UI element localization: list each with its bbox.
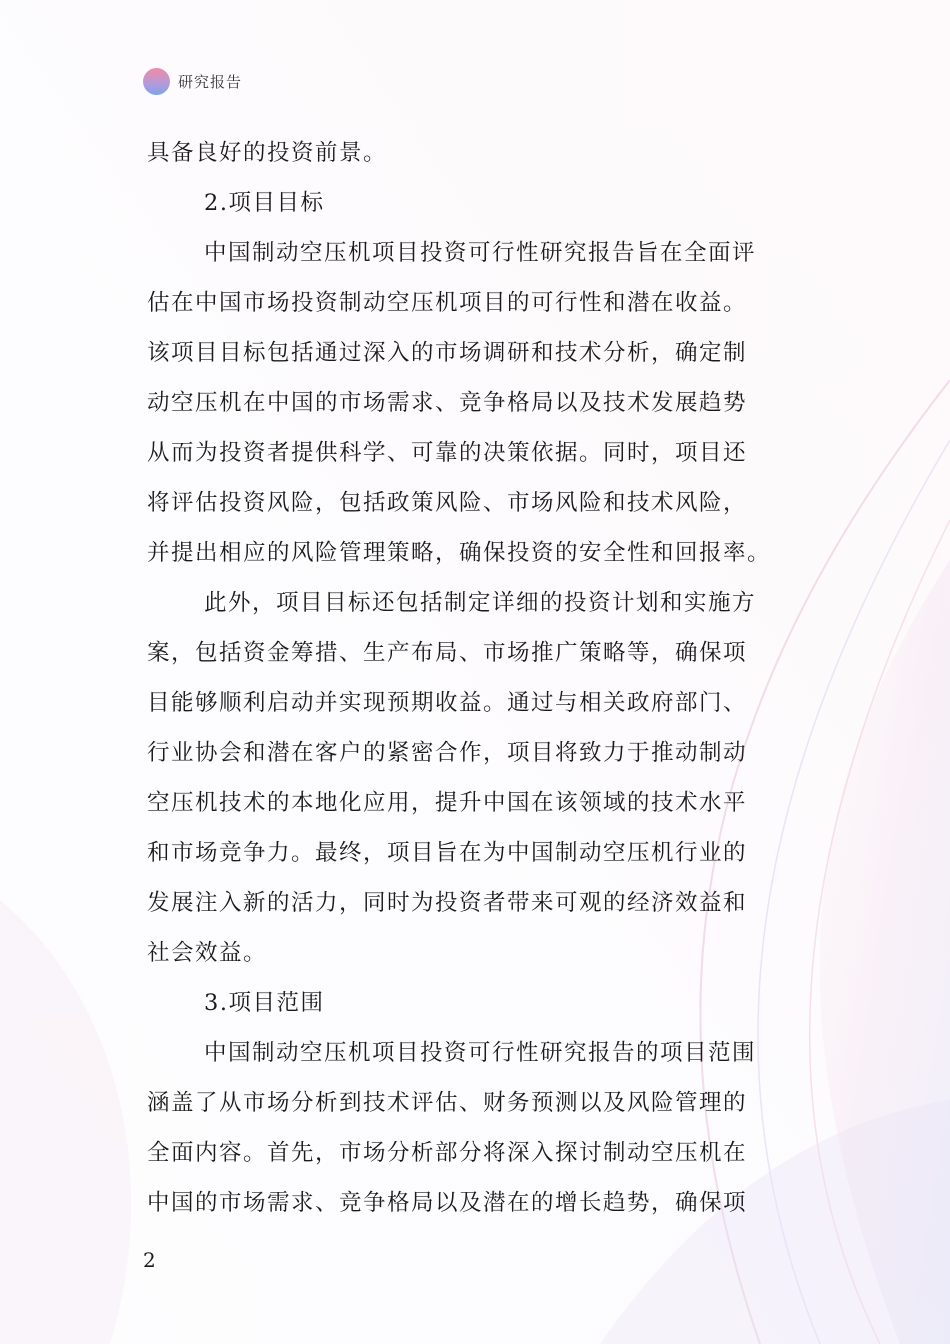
page-header (143, 66, 242, 96)
text-line: 空压机技术的本地化应用，提升中国在该领域的技术水平 (147, 790, 748, 816)
logo-circle-icon (143, 68, 170, 95)
text-line: 和市场竞争力。最终，项目旨在为中国制动空压机行业的 (147, 840, 748, 866)
text-line: 行业协会和潜在客户的紧密合作，项目将致力于推动制动 (147, 740, 748, 766)
text-line: 中国的市场需求、竞争格局以及潜在的增长趋势，确保项 (147, 1190, 748, 1216)
text-line: 涵盖了从市场分析到技术评估、财务预测以及风险管理的 (147, 1090, 748, 1116)
header-label: 研究报告 (178, 72, 243, 91)
document-body (147, 128, 807, 1228)
text-line: 估在中国市场投资制动空压机项目的可行性和潜在收益。 (147, 290, 748, 316)
text-line: 并提出相应的风险管理策略，确保投资的安全性和回报率。 (147, 540, 772, 566)
text-line: 具备良好的投资前景。 (147, 140, 388, 166)
text-line: 中国制动空压机项目投资可行性研究报告的项目范围 (204, 1040, 757, 1066)
section-heading: 2.项目目标 (204, 190, 325, 216)
page-number: 2 (143, 1248, 156, 1272)
text-line: 从而为投资者提供科学、可靠的决策依据。同时，项目还 (147, 440, 748, 466)
text-line: 目能够顺利启动并实现预期收益。通过与相关政府部门、 (147, 690, 748, 716)
text-line: 社会效益。 (147, 940, 268, 966)
section-heading: 3.项目范围 (204, 990, 325, 1016)
text-line: 将评估投资风险，包括政策风险、市场风险和技术风险， (147, 490, 748, 516)
text-line: 案，包括资金筹措、生产布局、市场推广策略等，确保项 (147, 640, 748, 666)
text-line: 发展注入新的活力，同时为投资者带来可观的经济效益和 (147, 890, 748, 916)
text-line: 中国制动空压机项目投资可行性研究报告旨在全面评 (204, 240, 757, 266)
text-line: 全面内容。首先，市场分析部分将深入探讨制动空压机在 (147, 1140, 748, 1166)
text-line: 该项目目标包括通过深入的市场调研和技术分析，确定制 (147, 340, 748, 366)
text-line: 此外，项目目标还包括制定详细的投资计划和实施方 (204, 590, 757, 616)
text-line: 动空压机在中国的市场需求、竞争格局以及技术发展趋势 (147, 390, 748, 416)
